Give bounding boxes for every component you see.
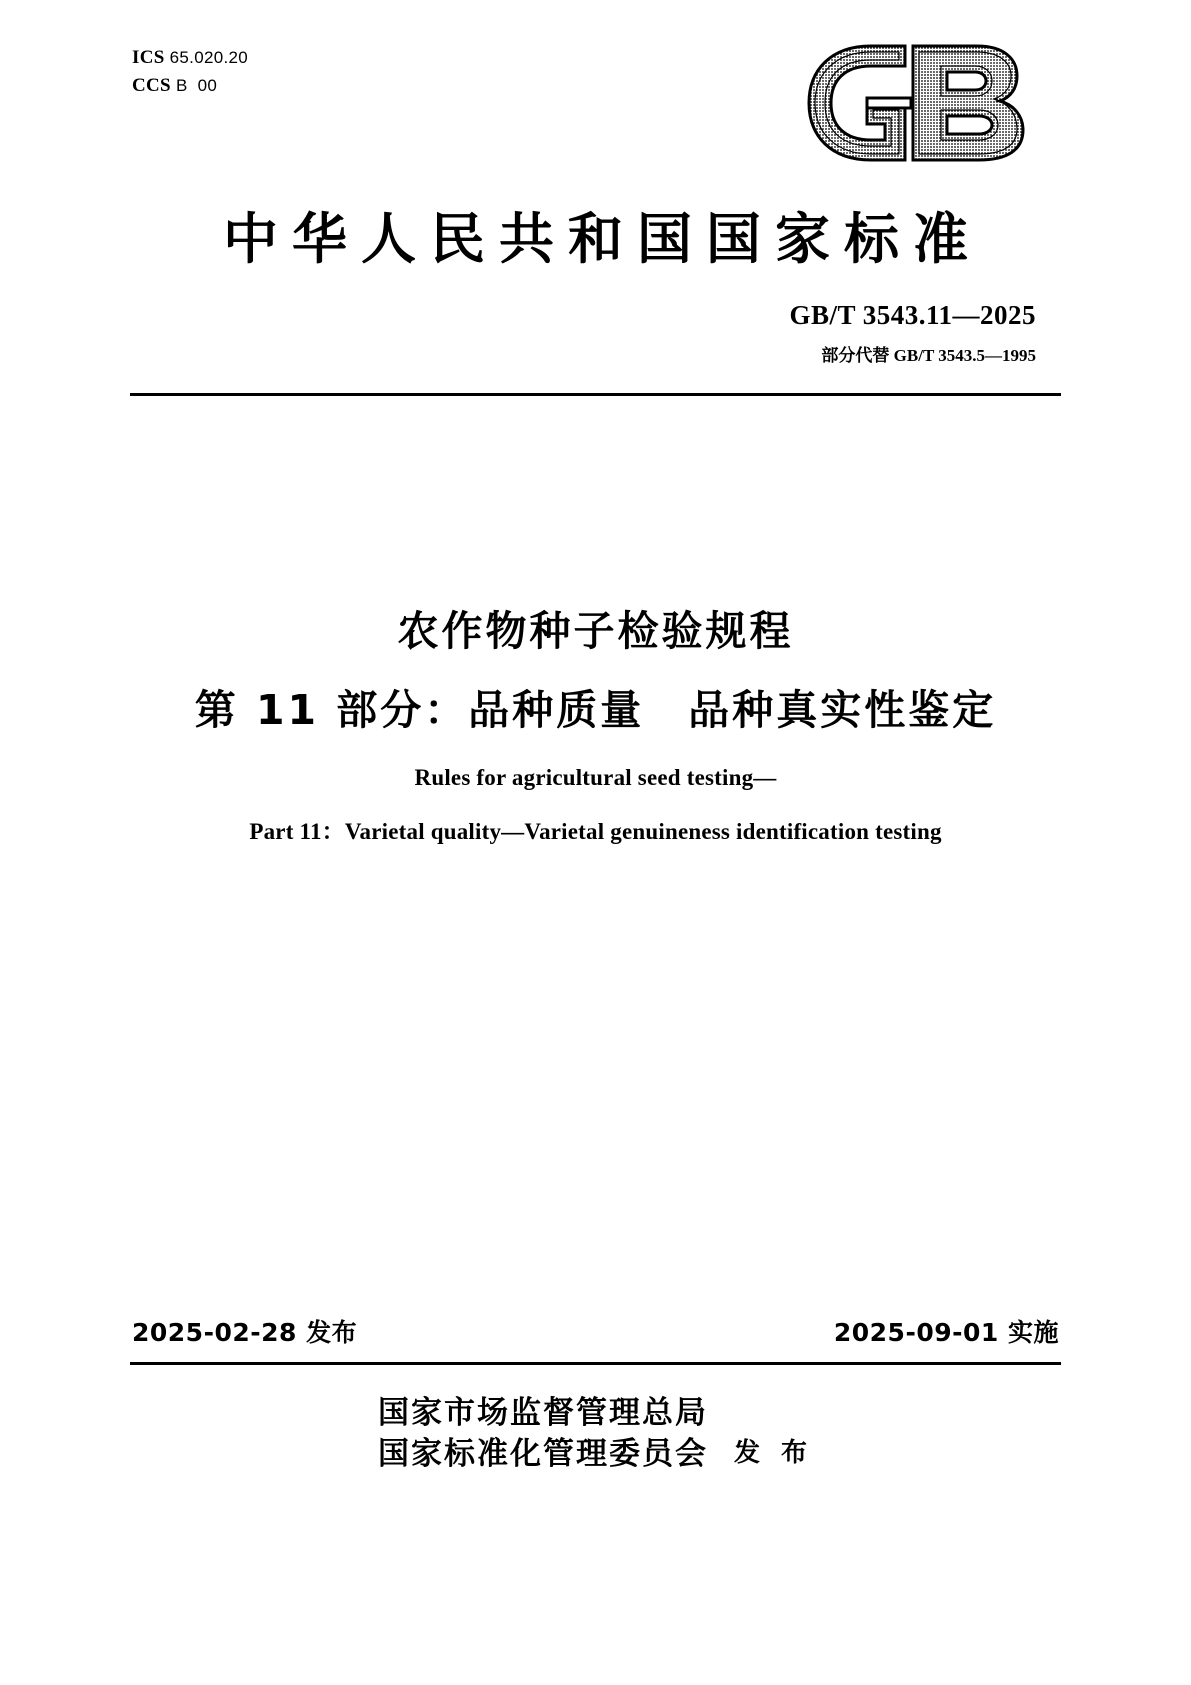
ccs-value: B 00 [175,75,218,95]
issuer-block [0,1393,1191,1475]
dates-row [132,1313,1059,1349]
issuer-org-1: 国家市场监督管理总局 [377,1395,708,1431]
standard-number: GB/T 3543.11—2025 [789,300,1036,330]
document-title-cn-line1: 农作物种子检验规程 [397,607,794,655]
document-title-cn [0,598,1191,736]
gb-logo-icon [801,38,1041,168]
divider-bottom [130,1362,1061,1365]
document-title-en-line2: Part 11：Varietal quality—Varietal genuineness identification testing [249,819,942,844]
issuer-org-2: 国家标准化管理委员会 [377,1436,708,1473]
ics-label: ICS [132,47,165,68]
ics-line [132,44,248,72]
standard-number-block [789,300,1036,366]
ccs-label: CCS [132,74,171,96]
ics-ccs-block [132,44,248,99]
issuer-publish-label: 发 布 [733,1438,814,1469]
ccs-line [132,72,248,100]
document-title-en [0,765,1191,846]
document-title-cn-line2: 第 11 部分：品种质量 品种真实性鉴定 [194,686,997,734]
ics-value: 65.020.20 [169,48,248,67]
issue-date: 2025-02-28 发布 [132,1318,358,1347]
implementation-date: 2025-09-01 实施 [833,1318,1059,1347]
standard-replaces: 部分代替 GB/T 3543.5—1995 [821,346,1036,365]
national-standard-title: 中华人民共和国国家标准 [222,207,982,271]
document-title-en-line1: Rules for agricultural seed testing— [414,765,777,790]
issuer-names [378,1393,708,1475]
divider-top [130,393,1061,396]
